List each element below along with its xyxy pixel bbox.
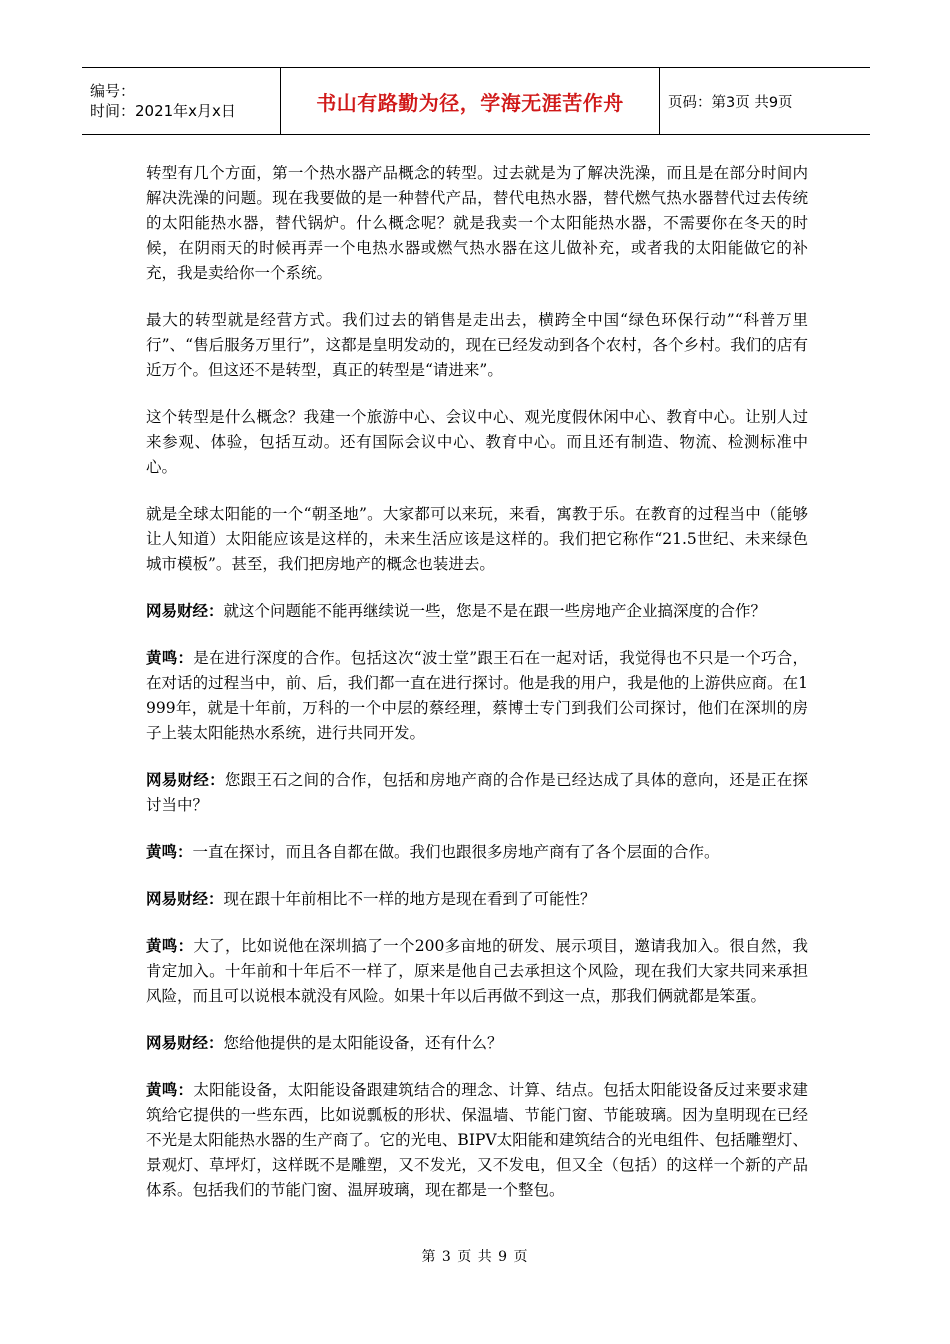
paragraph-speaker: 网易财经：: [146, 889, 224, 908]
paragraph-text: 就是全球太阳能的一个“朝圣地”。大家都可以来玩，来看，寓教于乐。在教育的过程当中（能够让人知道）太阳能应该是这样的，未来生活应该是这样的。我们把它称作“21.5世纪、未来绿色城市模板”。甚至，我们把房地产的概念也装进去。: [146, 505, 808, 573]
paragraph: [146, 933, 808, 1009]
paragraph-text: 这个转型是什么概念？我建一个旅游中心、会议中心、观光度假休闲中心、教育中心。让别人过来参观、体验，包括互动。还有国际会议中心、教育中心。而且还有制造、物流、检测标准中心。: [146, 408, 808, 476]
paragraph-text: 现在跟十年前相比不一样的地方是现在看到了可能性？: [223, 890, 596, 908]
page-footer: 第 3 页 共 9 页: [421, 1249, 529, 1265]
paragraph-speaker: 网易财经：: [146, 1033, 224, 1052]
paragraph: [146, 598, 808, 624]
paragraph: [146, 307, 808, 383]
paragraph: [146, 160, 808, 286]
header-motto-cell: [280, 68, 660, 134]
page-header: [82, 67, 870, 135]
paragraph-text: 您给他提供的是太阳能设备，还有什么？: [223, 1034, 503, 1052]
paragraph-text: 一直在探讨，而且各自都在做。我们也跟很多房地产商有了各个层面的合作。: [192, 843, 720, 861]
paragraph-speaker: 黄鸣：: [146, 842, 193, 861]
article-body: [146, 160, 808, 1224]
paragraph: [146, 839, 808, 865]
paragraph: [146, 767, 808, 818]
paragraph: [146, 501, 808, 577]
paragraph-text: 大了，比如说他在深圳搞了一个200多亩地的研发、展示项目，邀请我加入。很自然，我肯定加入。十年前和十年后不一样了，原来是他自己去承担这个风险，现在我们大家共同来承担风险，而且可以说根本就没有风险。如果十年以后再做不到这一点，那我们俩就都是笨蛋。: [146, 937, 808, 1005]
paragraph: [146, 1030, 808, 1056]
header-motto: 书山有路勤为径，学海无涯苦作舟: [316, 90, 624, 115]
paragraph-speaker: 网易财经：: [146, 770, 225, 789]
paragraph-text: 转型有几个方面，第一个热水器产品概念的转型。过去就是为了解决洗澡，而且是在部分时间内解决洗澡的问题。现在我要做的是一种替代产品，替代电热水器，替代燃气热水器替代过去传统的太阳能热水器，替代锅炉。什么概念呢？就是我卖一个太阳能热水器，不需要你在冬天的时候，在阴雨天的时候再弄一个电热水器或燃气热水器在这儿做补充，或者我的太阳能做它的补充，我是卖给你一个系统。: [146, 164, 808, 282]
paragraph: [146, 1077, 808, 1203]
header-page-cell: [660, 68, 870, 134]
paragraph-text: 就这个问题能不能再继续说一些，您是不是在跟一些房地产企业搞深度的合作？: [223, 602, 767, 620]
doc-date-label: 时间：2021年x月x日: [90, 102, 236, 120]
paragraph: [146, 886, 808, 912]
paragraph: [146, 645, 808, 746]
paragraph-text: 是在进行深度的合作。包括这次“波士堂”跟王石在一起对话，我觉得也不只是一个巧合，在对话的过程当中，前、后，我们都一直在进行探讨。他是我的用户，我是他的上游供应商。在1999年，就是十年前，万科的一个中层的蔡经理，蔡博士专门到我们公司探讨，他们在深圳的房子上装太阳能热水系统，进行共同开发。: [146, 649, 808, 742]
paragraph-speaker: 黄鸣：: [146, 1080, 194, 1099]
header-page-label: 页码：第3页 共9页: [668, 94, 793, 111]
paragraph-speaker: 网易财经：: [146, 601, 224, 620]
paragraph: [146, 404, 808, 480]
header-meta: [82, 68, 280, 134]
paragraph-speaker: 黄鸣：: [146, 936, 194, 955]
paragraph-text: 最大的转型就是经营方式。我们过去的销售是走出去，横跨全中国“绿色环保行动”“科普万里行”、“售后服务万里行”，这都是皇明发动的，现在已经发动到各个农村，各个乡村。我们的店有近万个。但这还不是转型，真正的转型是“请进来”。: [146, 311, 808, 379]
paragraph-text: 太阳能设备，太阳能设备跟建筑结合的理念、计算、结点。包括太阳能设备反过来要求建筑给它提供的一些东西，比如说瓢板的形状、保温墙、节能门窗、节能玻璃。因为皇明现在已经不光是太阳能热水器的生产商了。它的光电、BIPV太阳能和建筑结合的光电组件、包括雕塑灯、景观灯、草坪灯，这样既不是雕塑，又不发光，又不发电，但又全（包括）的这样一个新的产品体系。包括我们的节能门窗、温屏玻璃，现在都是一个整包。: [146, 1081, 808, 1199]
paragraph-speaker: 黄鸣：: [146, 648, 194, 667]
doc-number-label: 编号：: [90, 82, 136, 100]
paragraph-text: 您跟王石之间的合作，包括和房地产商的合作是已经达成了具体的意向，还是正在探讨当中？: [146, 771, 808, 814]
